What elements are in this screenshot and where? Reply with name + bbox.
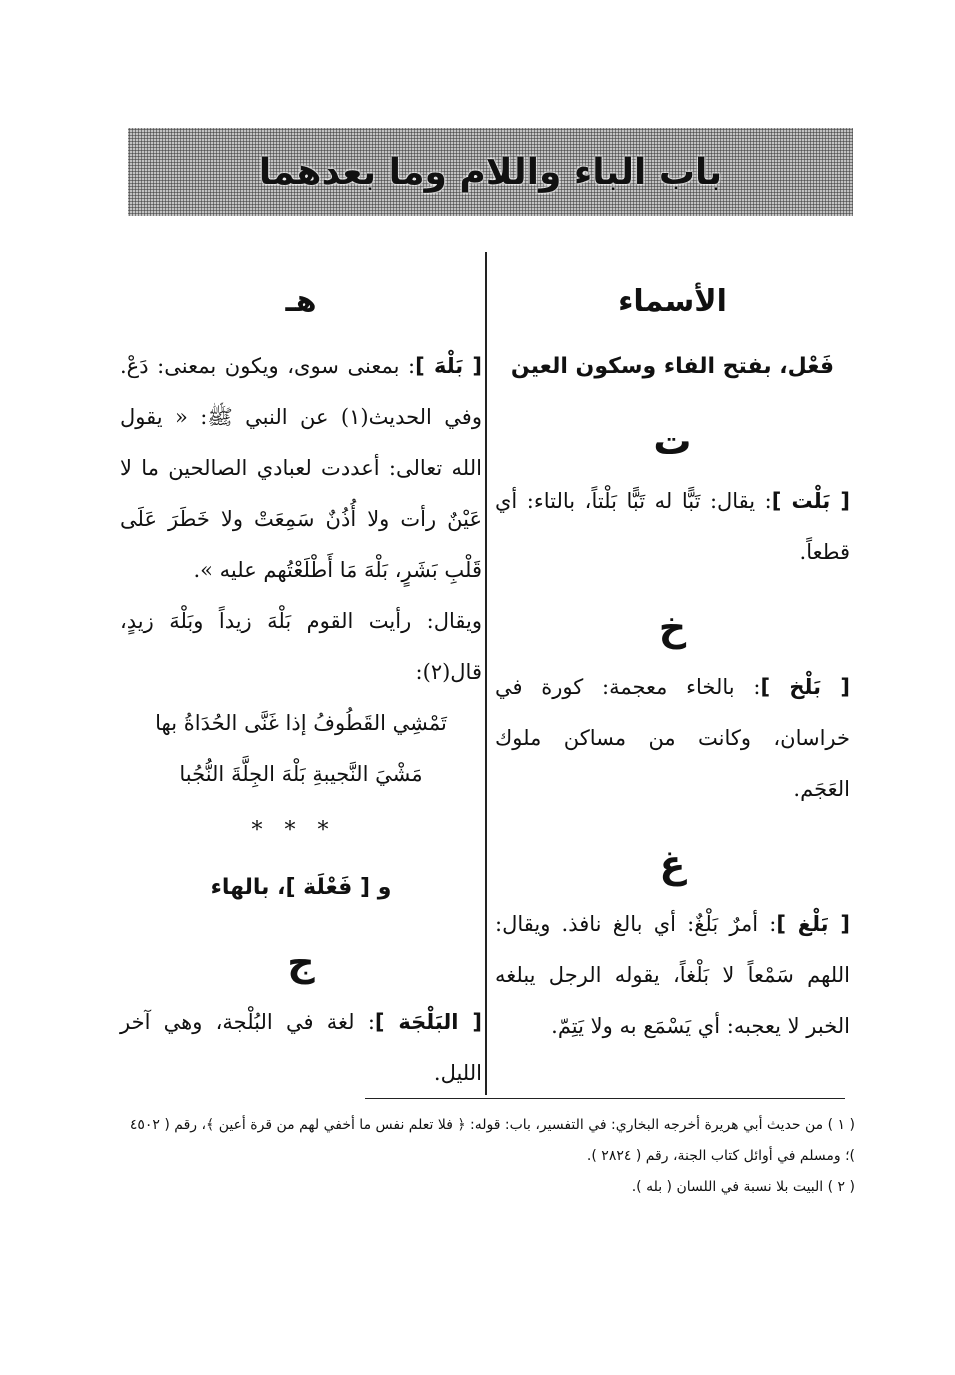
entry-text: : بالخاء معجمة: كورة في خراسان، وكانت من مساكن ملوك العَجَم. — [495, 675, 850, 801]
entry-text: : أمرٌ بَلْغٌ: أي بالغ نافذ. ويقال: اللهم سَمْعاً لا بَلْغاً، يقوله الرجل يبلغه الخبر لا يعجبه: أي يَسْمَع به ولا يَتِمّ. — [495, 912, 850, 1038]
column-divider — [485, 252, 487, 1095]
letter-heading: ت — [653, 419, 692, 463]
letter-heading: ج — [287, 940, 315, 984]
section-title: الأسماء — [618, 284, 727, 319]
entry-text: : بمعنى سوى، ويكون بمعنى: دَعْ. وفي الحديث(١) عن النبي ﷺ: « يقول الله تعالى: أعددت لعبادي الصالحين ما لا عَيْنٌ رأت ولا أُذُنٌ سَمِعَتْ ولا خَطَرَ عَلَى قَلْبِ بَشَرٍ، بَلْهَ مَا أَطْلَعْتُهم عليه ». — [120, 354, 482, 582]
verse-line: مَشْيَ النَّجيبةِ بَلْهَ الجِلَّةَ النُّجُبا — [179, 762, 423, 786]
entry-term: [ بَلْغ ] — [776, 912, 850, 936]
left-column — [120, 268, 482, 1099]
entry-term: [ بَلْخ ] — [760, 675, 850, 699]
letter-heading: خ — [658, 605, 687, 649]
pattern-title: فَعْل، بفتح الفاء وسكون العين — [510, 354, 835, 379]
dictionary-entry — [120, 997, 482, 1099]
entry-text: : لغة في البُلْجة، وهي آخر الليل. — [120, 1010, 482, 1085]
entry-term: [ البَلْجَة ] — [374, 1010, 482, 1034]
footnote: ( ٢ ) البيت بلا نسبة في اللسان ( بله ). — [631, 1179, 855, 1195]
chapter-title: باب الباء واللام وما بعدهما — [258, 151, 723, 193]
entry-term: [ بَلْت ] — [771, 489, 850, 513]
right-column — [495, 268, 850, 1052]
entry-term: [ بَلْهَ ] — [415, 354, 482, 378]
entry-text: : يقال: تَبًّا له تَبًّا بَلْتاً، بالتاء: أي قطعاً. — [495, 489, 850, 564]
footnote-rule — [365, 1098, 845, 1099]
letter-heading: غ — [659, 842, 686, 886]
dictionary-entry — [495, 899, 850, 1052]
pattern-title: و [ فَعْلَة ]، بالهاء — [210, 875, 392, 900]
verse-line: تَمْشِي القَطُوفُ إذا غَنَّى الحُدَاةُ بها — [155, 711, 447, 735]
letter-heading: هـ — [285, 284, 317, 319]
dictionary-entry — [495, 476, 850, 578]
chapter-banner — [128, 128, 853, 216]
section-separator: *** — [251, 818, 351, 843]
footnote: ( ١ ) من حديث أبي هريرة أخرجه البخاري: في التفسير، باب: قوله: ﴿ فلا تعلم نفس ما أخفي لهم من قرة أعين ﴾، رقم ( ٤٥٠٢ )؛ ومسلم في أوائل كتاب الجنة، رقم ( ٢٨٢٤ ). — [129, 1117, 855, 1164]
dictionary-entry — [120, 341, 482, 596]
footnotes — [120, 1110, 855, 1203]
dictionary-entry — [495, 662, 850, 815]
dictionary-entry-continued: ويقال: رأيت القوم بَلْهَ زيداً وبَلْهَ زيدٍ، قال(٢): — [120, 609, 482, 684]
